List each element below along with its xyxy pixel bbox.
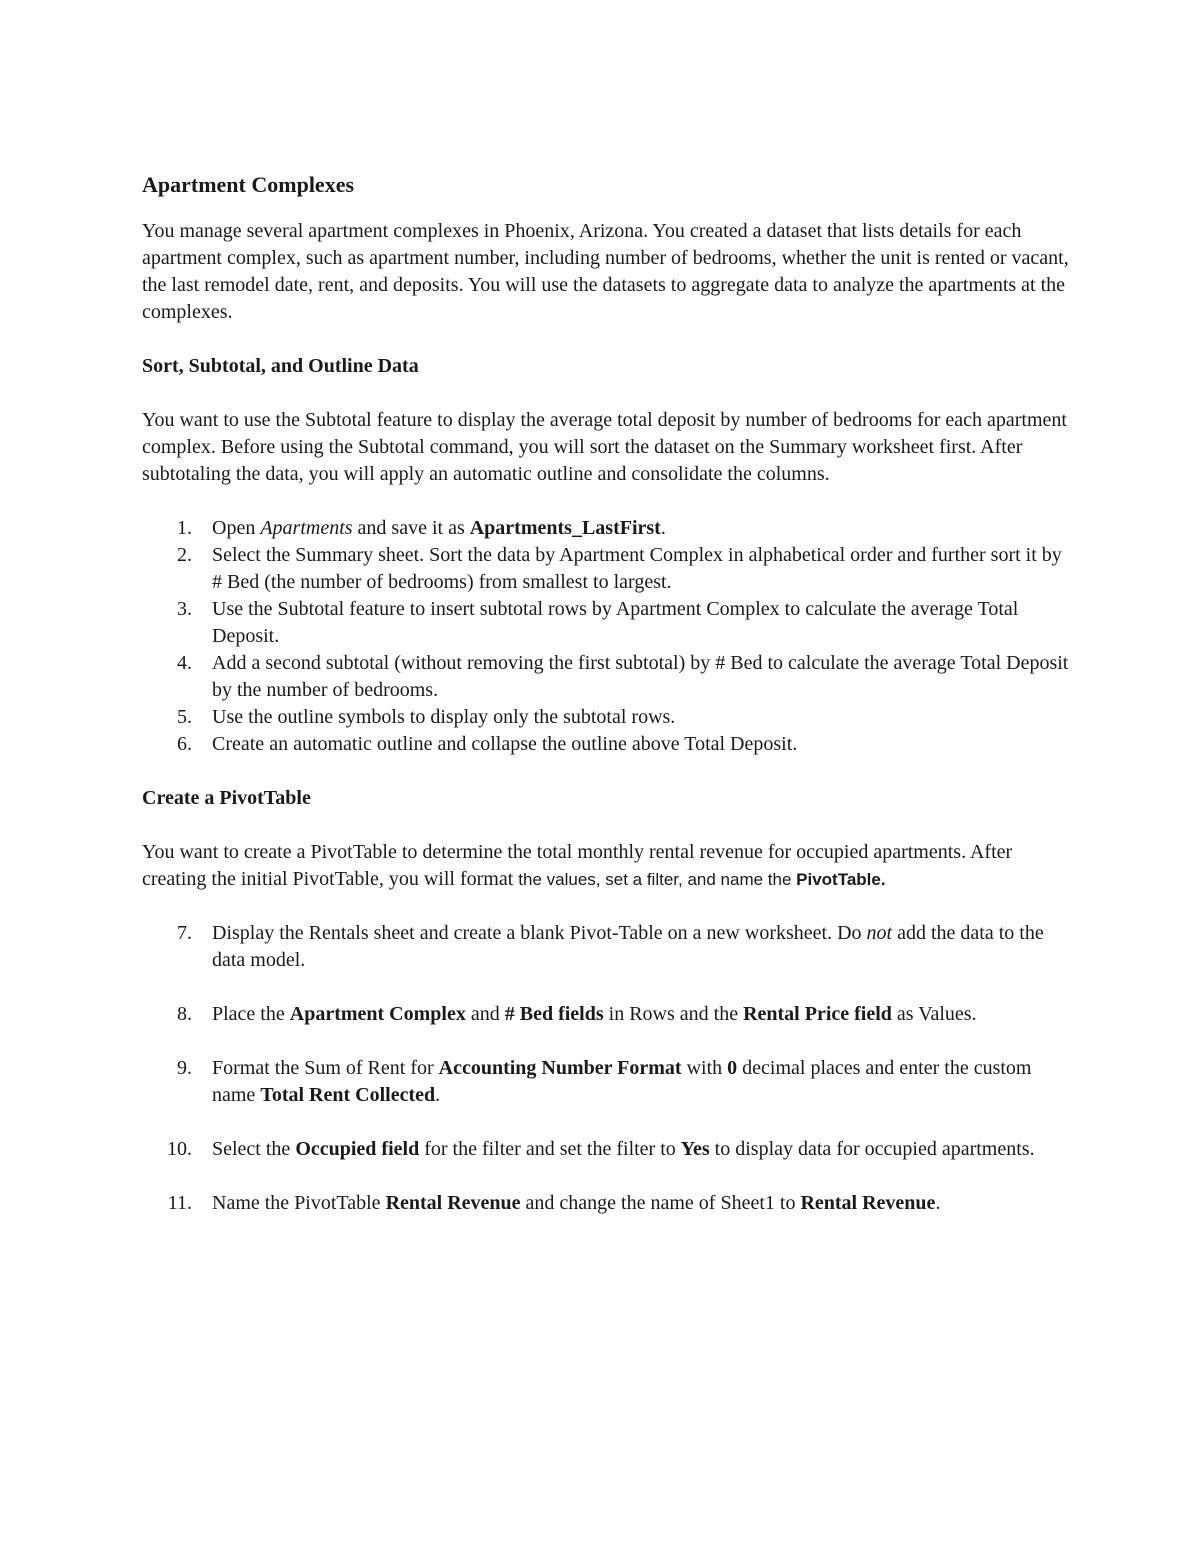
step-file-name: Apartments (260, 517, 353, 539)
document-title: Apartment Complexes (142, 172, 355, 197)
steps-list-pivottable (142, 920, 1072, 1217)
step-bold: Rental Revenue (800, 1192, 936, 1214)
list-number: 6. (177, 733, 192, 755)
step-text: Display the Rentals sheet and create a blank Pivot-Table on a new worksheet. Do (212, 922, 867, 944)
list-item (142, 1001, 1072, 1028)
step-bold: Total Rent Collected (260, 1084, 436, 1106)
step-text: with (681, 1057, 728, 1079)
list-number: 7. (177, 922, 192, 944)
step-bold: Yes (680, 1138, 710, 1160)
step-bold: 0 (727, 1057, 738, 1079)
list-spacer (142, 1163, 1072, 1190)
list-item (142, 1190, 1072, 1217)
step-bold: Accounting Number Format (438, 1057, 682, 1079)
list-item (142, 1055, 1072, 1109)
list-number: 11. (167, 1192, 192, 1214)
step-bold: Rental Price field (743, 1003, 892, 1025)
list-spacer (142, 1028, 1072, 1055)
steps-list-sort-subtotal (142, 515, 1072, 758)
list-spacer (142, 1109, 1072, 1136)
list-number: 10. (167, 1138, 192, 1160)
section-heading-sort-subtotal: Sort, Subtotal, and Outline Data (142, 355, 419, 377)
section-paragraph-pivottable (142, 839, 1072, 893)
step-bold: Apartment Complex (289, 1003, 466, 1025)
intro-paragraph: You manage several apartment complexes in Phoenix, Arizona. You created a dataset that lists details for each apartment complex, such as apartment number, including number of bedrooms, whether the unit is rented or vacant, the last remodel date, rent, and deposits. You will use the datasets to aggregate data to analyze the apartments at the complexes. (142, 220, 1069, 323)
paragraph-text-sans-bold: PivotTable. (796, 870, 886, 889)
list-number: 2. (177, 544, 192, 566)
step-text: in Rows and the (603, 1003, 744, 1025)
paragraph-text: You want to create a PivotTable to determine the total monthly rental revenue for occupied apartments. After creating the initial PivotTable, you will format (142, 841, 1013, 890)
step-text: Add a second subtotal (without removing the first subtotal) by # Bed to calculate the average Total Deposit by the number of bedrooms. (212, 652, 1069, 701)
step-text: decimal places and enter the custom name (212, 1057, 1032, 1106)
paragraph-text-sans: the values, set a filter, and name the (518, 870, 797, 889)
step-text: . (935, 1192, 941, 1214)
step-text: Select the (212, 1138, 296, 1160)
step-bold: Rental Revenue (385, 1192, 521, 1214)
list-item (142, 596, 1072, 650)
step-text: and save it as (352, 517, 470, 539)
step-text: Place the (212, 1003, 290, 1025)
list-item (142, 704, 1072, 731)
step-text: Select the Summary sheet. Sort the data by Apartment Complex in alphabetical order and further sort it by # Bed (the number of bedrooms) from smallest to largest. (212, 544, 1062, 593)
step-bold: Occupied field (295, 1138, 420, 1160)
list-item (142, 542, 1072, 596)
list-number: 8. (177, 1003, 192, 1025)
list-item (142, 731, 1072, 758)
step-emphasis: not (866, 922, 893, 944)
step-save-name: Apartments_LastFirst (469, 517, 661, 539)
step-text: and change the name of Sheet1 to (520, 1192, 801, 1214)
step-text: Use the Subtotal feature to insert subtotal rows by Apartment Complex to calculate the average Total Deposit. (212, 598, 1019, 647)
step-text: . (435, 1084, 441, 1106)
step-bold: # Bed fields (504, 1003, 604, 1025)
step-text: Use the outline symbols to display only the subtotal rows. (212, 706, 676, 728)
step-text: Open (212, 517, 261, 539)
step-text: . (660, 517, 666, 539)
step-text: and (465, 1003, 505, 1025)
step-text: Format the Sum of Rent for (212, 1057, 439, 1079)
list-item (142, 515, 1072, 542)
list-spacer (142, 974, 1072, 1001)
step-text: for the filter and set the filter to (419, 1138, 681, 1160)
document-content (142, 166, 1072, 1217)
list-item (142, 920, 1072, 974)
list-number: 1. (177, 517, 192, 539)
step-text: add the data to the data model. (212, 922, 1044, 971)
step-text: Create an automatic outline and collapse the outline above Total Deposit. (212, 733, 798, 755)
list-number: 4. (177, 652, 192, 674)
section-paragraph-sort-subtotal: You want to use the Subtotal feature to display the average total deposit by number of bedrooms for each apartment complex. Before using the Subtotal command, you will sort the dataset on the Summary worksheet first. After subtotaling the data, you will apply an automatic outline and consolidate the columns. (142, 409, 1067, 485)
step-text: as Values. (891, 1003, 977, 1025)
section-heading-pivottable: Create a PivotTable (142, 787, 311, 809)
list-number: 9. (177, 1057, 192, 1079)
step-text: Name the PivotTable (212, 1192, 386, 1214)
list-number: 3. (177, 598, 192, 620)
list-number: 5. (177, 706, 192, 728)
list-item (142, 650, 1072, 704)
list-item (142, 1136, 1072, 1163)
step-text: to display data for occupied apartments. (709, 1138, 1035, 1160)
